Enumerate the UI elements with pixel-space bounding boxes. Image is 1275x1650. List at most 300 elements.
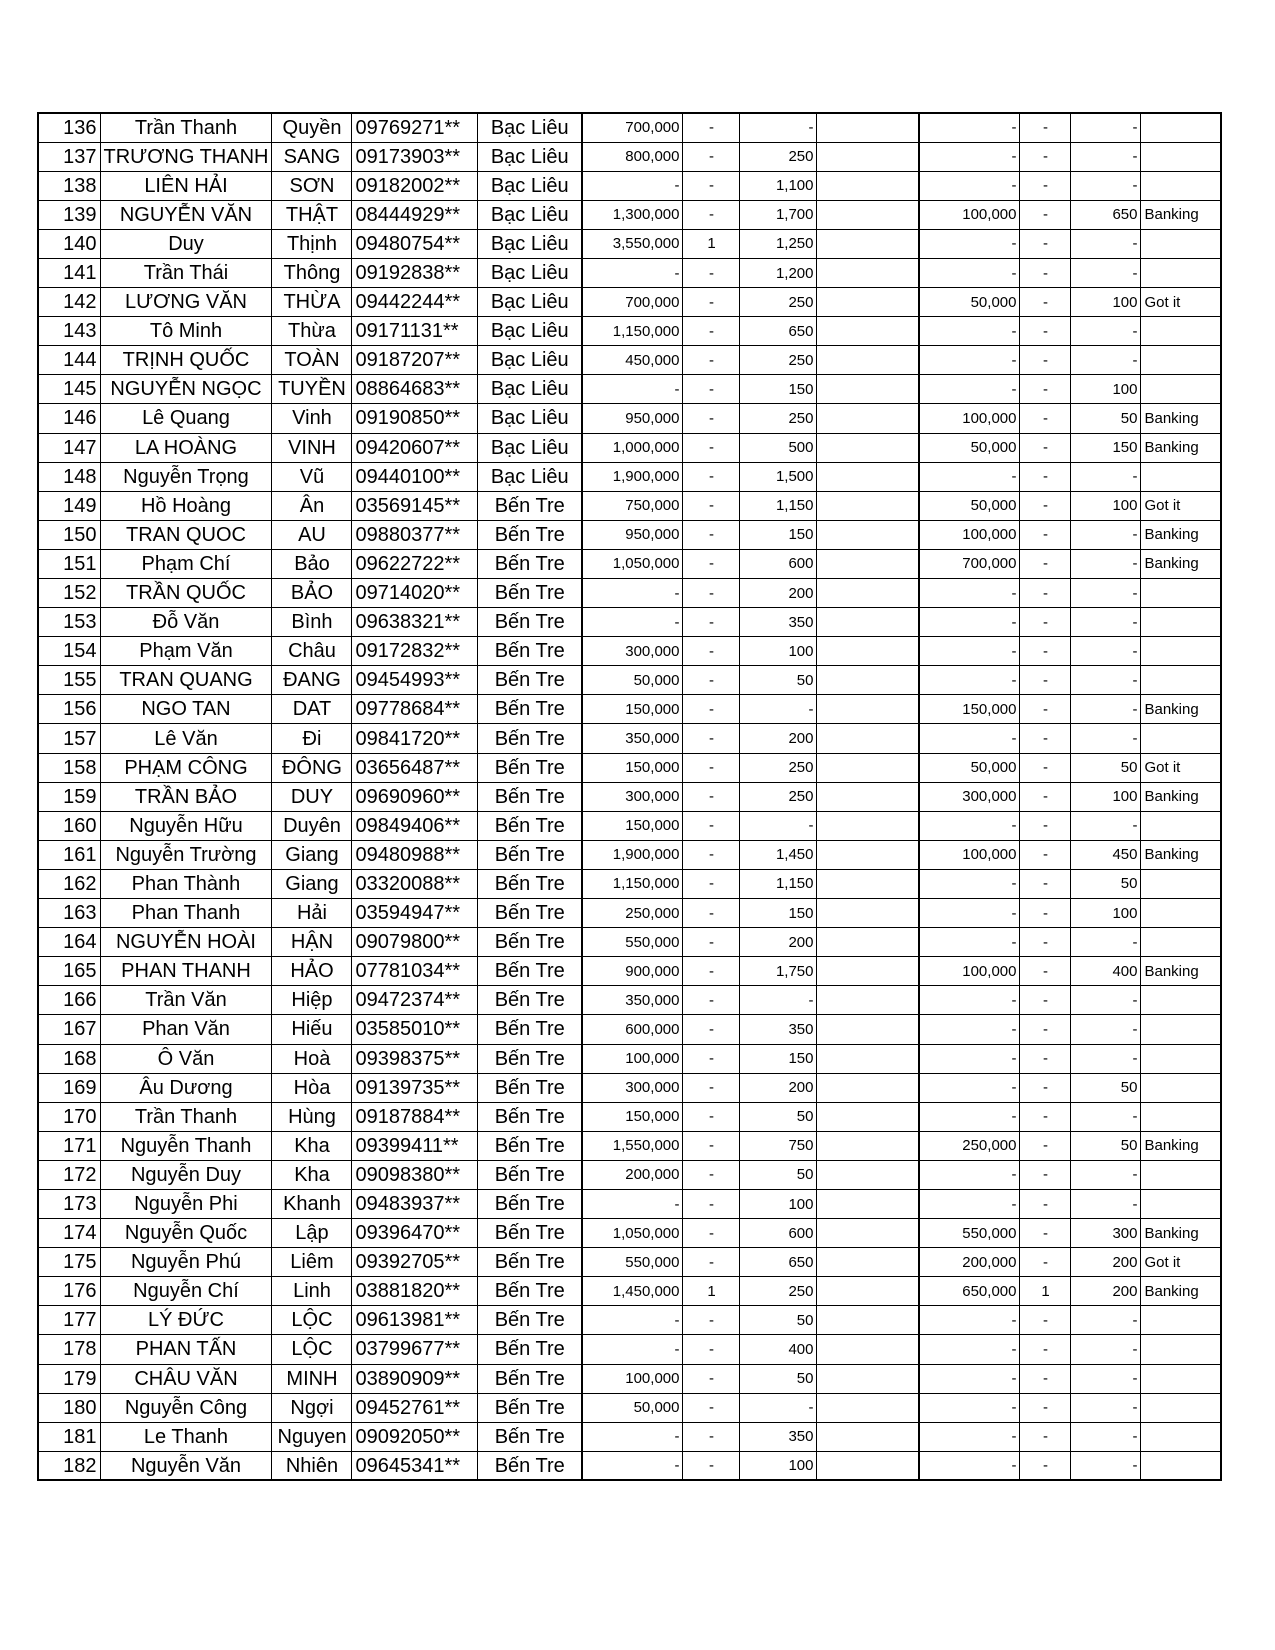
second-points-cell: - <box>1071 579 1141 608</box>
phone-cell: 08444929** <box>352 200 478 229</box>
amount-cell: - <box>582 608 683 637</box>
amount-cell: - <box>582 171 683 200</box>
province-cell: Bến Tre <box>478 1451 582 1480</box>
row-number-cell: 167 <box>38 1015 100 1044</box>
table-row <box>38 1277 1221 1306</box>
points-cell: 100 <box>740 637 817 666</box>
second-points-cell: - <box>1071 1015 1141 1044</box>
phone-cell: 09452761** <box>352 1393 478 1422</box>
blank-cell <box>817 899 919 928</box>
row-number-cell: 173 <box>38 1189 100 1218</box>
second-points-cell: 100 <box>1071 491 1141 520</box>
payment-method-cell <box>1141 1335 1221 1364</box>
second-count-cell: - <box>1020 113 1071 142</box>
second-points-cell: - <box>1071 1451 1141 1480</box>
province-cell: Bến Tre <box>478 1015 582 1044</box>
province-cell: Bạc Liêu <box>478 142 582 171</box>
table-row <box>38 1248 1221 1277</box>
blank-cell <box>817 549 919 578</box>
row-number-cell: 175 <box>38 1248 100 1277</box>
count-cell: - <box>683 608 740 637</box>
count-cell: - <box>683 375 740 404</box>
count-cell: - <box>683 724 740 753</box>
given-name-cell: Hiệp <box>272 986 352 1015</box>
given-name-cell: MINH <box>272 1364 352 1393</box>
second-count-cell: - <box>1020 928 1071 957</box>
surname-cell: TRẦN QUỐC <box>100 579 272 608</box>
points-cell: 50 <box>740 1102 817 1131</box>
given-name-cell: Hùng <box>272 1102 352 1131</box>
blank-cell <box>817 637 919 666</box>
count-cell: - <box>683 840 740 869</box>
surname-cell: NGUYỄN HOÀI <box>100 928 272 957</box>
given-name-cell: ĐÔNG <box>272 753 352 782</box>
surname-cell: Đỗ Văn <box>100 608 272 637</box>
count-cell: - <box>683 928 740 957</box>
points-cell: 650 <box>740 317 817 346</box>
given-name-cell: DAT <box>272 695 352 724</box>
row-number-cell: 160 <box>38 811 100 840</box>
blank-cell <box>817 491 919 520</box>
amount-cell: 150,000 <box>582 753 683 782</box>
surname-cell: TRỊNH QUỐC <box>100 346 272 375</box>
count-cell: - <box>683 317 740 346</box>
phone-cell: 09182002** <box>352 171 478 200</box>
count-cell: - <box>683 695 740 724</box>
amount-cell: - <box>582 375 683 404</box>
table-row <box>38 695 1221 724</box>
second-count-cell: - <box>1020 1160 1071 1189</box>
given-name-cell: LỘC <box>272 1335 352 1364</box>
given-name-cell: Giang <box>272 840 352 869</box>
row-number-cell: 148 <box>38 462 100 491</box>
count-cell: - <box>683 1160 740 1189</box>
given-name-cell: HẢO <box>272 957 352 986</box>
table-body <box>38 113 1221 1480</box>
payment-method-cell: Banking <box>1141 200 1221 229</box>
blank-cell <box>817 840 919 869</box>
blank-cell <box>817 579 919 608</box>
blank-cell <box>817 229 919 258</box>
row-number-cell: 136 <box>38 113 100 142</box>
payment-method-cell: Banking <box>1141 1131 1221 1160</box>
amount-cell: 350,000 <box>582 724 683 753</box>
table-row <box>38 200 1221 229</box>
surname-cell: Nguyễn Văn <box>100 1451 272 1480</box>
second-count-cell: - <box>1020 375 1071 404</box>
second-count-cell: - <box>1020 1131 1071 1160</box>
surname-cell: TRAN QUOC <box>100 520 272 549</box>
phone-cell: 03881820** <box>352 1277 478 1306</box>
given-name-cell: THỪA <box>272 288 352 317</box>
second-count-cell: - <box>1020 637 1071 666</box>
payment-method-cell <box>1141 229 1221 258</box>
points-cell: 250 <box>740 346 817 375</box>
points-cell: 100 <box>740 1451 817 1480</box>
count-cell: - <box>683 1364 740 1393</box>
points-cell: 250 <box>740 782 817 811</box>
payment-method-cell: Got it <box>1141 288 1221 317</box>
blank-cell <box>817 753 919 782</box>
phone-cell: 09173903** <box>352 142 478 171</box>
points-cell: - <box>740 1393 817 1422</box>
second-count-cell: - <box>1020 899 1071 928</box>
phone-cell: 09187884** <box>352 1102 478 1131</box>
second-points-cell: - <box>1071 1364 1141 1393</box>
points-cell: 1,500 <box>740 462 817 491</box>
surname-cell: Nguyễn Hữu <box>100 811 272 840</box>
payment-method-cell <box>1141 637 1221 666</box>
table-row <box>38 258 1221 287</box>
payment-method-cell <box>1141 1044 1221 1073</box>
given-name-cell: VINH <box>272 433 352 462</box>
second-amount-cell: - <box>919 666 1020 695</box>
phone-cell: 03320088** <box>352 869 478 898</box>
province-cell: Bến Tre <box>478 549 582 578</box>
surname-cell: Nguyễn Quốc <box>100 1219 272 1248</box>
surname-cell: TRƯƠNG THANH <box>100 142 272 171</box>
amount-cell: 300,000 <box>582 1073 683 1102</box>
given-name-cell: Nguyen <box>272 1422 352 1451</box>
second-amount-cell: 50,000 <box>919 753 1020 782</box>
count-cell: - <box>683 986 740 1015</box>
second-amount-cell: - <box>919 899 1020 928</box>
amount-cell: - <box>582 579 683 608</box>
province-cell: Bến Tre <box>478 724 582 753</box>
second-points-cell: 50 <box>1071 869 1141 898</box>
second-count-cell: - <box>1020 171 1071 200</box>
row-number-cell: 142 <box>38 288 100 317</box>
given-name-cell: Linh <box>272 1277 352 1306</box>
second-points-cell: - <box>1071 724 1141 753</box>
given-name-cell: Liêm <box>272 1248 352 1277</box>
points-cell: 200 <box>740 928 817 957</box>
given-name-cell: Kha <box>272 1131 352 1160</box>
blank-cell <box>817 433 919 462</box>
second-points-cell: 400 <box>1071 957 1141 986</box>
second-points-cell: - <box>1071 666 1141 695</box>
points-cell: 1,250 <box>740 229 817 258</box>
payment-method-cell <box>1141 899 1221 928</box>
table-row <box>38 317 1221 346</box>
payment-method-cell <box>1141 608 1221 637</box>
amount-cell: 100,000 <box>582 1044 683 1073</box>
points-cell: 50 <box>740 666 817 695</box>
second-points-cell: 50 <box>1071 1073 1141 1102</box>
count-cell: 1 <box>683 1277 740 1306</box>
row-number-cell: 138 <box>38 171 100 200</box>
amount-cell: 150,000 <box>582 811 683 840</box>
row-number-cell: 154 <box>38 637 100 666</box>
amount-cell: 1,550,000 <box>582 1131 683 1160</box>
blank-cell <box>817 1451 919 1480</box>
second-count-cell: - <box>1020 462 1071 491</box>
second-points-cell: 50 <box>1071 1131 1141 1160</box>
surname-cell: PHẠM CÔNG <box>100 753 272 782</box>
blank-cell <box>817 113 919 142</box>
surname-cell: Lê Quang <box>100 404 272 433</box>
points-cell: 250 <box>740 142 817 171</box>
given-name-cell: Châu <box>272 637 352 666</box>
table-row <box>38 579 1221 608</box>
phone-cell: 09079800** <box>352 928 478 957</box>
province-cell: Bạc Liêu <box>478 200 582 229</box>
blank-cell <box>817 1422 919 1451</box>
amount-cell: 1,900,000 <box>582 840 683 869</box>
points-cell: 1,700 <box>740 200 817 229</box>
row-number-cell: 159 <box>38 782 100 811</box>
table-row <box>38 957 1221 986</box>
second-amount-cell: - <box>919 637 1020 666</box>
amount-cell: 1,050,000 <box>582 1219 683 1248</box>
payment-method-cell <box>1141 171 1221 200</box>
second-count-cell: - <box>1020 1451 1071 1480</box>
province-cell: Bến Tre <box>478 1131 582 1160</box>
amount-cell: 150,000 <box>582 1102 683 1131</box>
second-amount-cell: - <box>919 1451 1020 1480</box>
second-amount-cell: 100,000 <box>919 840 1020 869</box>
amount-cell: 1,300,000 <box>582 200 683 229</box>
count-cell: - <box>683 200 740 229</box>
surname-cell: LƯƠNG VĂN <box>100 288 272 317</box>
second-count-cell: - <box>1020 1248 1071 1277</box>
table-row <box>38 404 1221 433</box>
second-count-cell: - <box>1020 753 1071 782</box>
amount-cell: 1,000,000 <box>582 433 683 462</box>
surname-cell: Nguyễn Phi <box>100 1189 272 1218</box>
given-name-cell: Vũ <box>272 462 352 491</box>
blank-cell <box>817 986 919 1015</box>
second-amount-cell: - <box>919 579 1020 608</box>
amount-cell: 550,000 <box>582 1248 683 1277</box>
count-cell: - <box>683 1393 740 1422</box>
given-name-cell: TOÀN <box>272 346 352 375</box>
given-name-cell: Kha <box>272 1160 352 1189</box>
amount-cell: - <box>582 1335 683 1364</box>
second-count-cell: - <box>1020 724 1071 753</box>
amount-cell: 350,000 <box>582 986 683 1015</box>
points-cell: 1,200 <box>740 258 817 287</box>
second-count-cell: - <box>1020 520 1071 549</box>
given-name-cell: Đi <box>272 724 352 753</box>
second-amount-cell: - <box>919 608 1020 637</box>
amount-cell: 100,000 <box>582 1364 683 1393</box>
province-cell: Bến Tre <box>478 1335 582 1364</box>
amount-cell: 1,150,000 <box>582 317 683 346</box>
second-points-cell: - <box>1071 608 1141 637</box>
phone-cell: 03585010** <box>352 1015 478 1044</box>
phone-cell: 09769271** <box>352 113 478 142</box>
table-row <box>38 1044 1221 1073</box>
points-cell: 200 <box>740 579 817 608</box>
second-amount-cell: 300,000 <box>919 782 1020 811</box>
phone-cell: 08864683** <box>352 375 478 404</box>
surname-cell: Trần Thái <box>100 258 272 287</box>
surname-cell: NGUYỄN VĂN <box>100 200 272 229</box>
second-points-cell: 50 <box>1071 404 1141 433</box>
points-cell: 1,750 <box>740 957 817 986</box>
points-cell: 400 <box>740 1335 817 1364</box>
points-cell: 1,100 <box>740 171 817 200</box>
second-amount-cell: - <box>919 1102 1020 1131</box>
count-cell: - <box>683 462 740 491</box>
points-cell: 150 <box>740 375 817 404</box>
given-name-cell: Bình <box>272 608 352 637</box>
blank-cell <box>817 317 919 346</box>
payment-method-cell <box>1141 986 1221 1015</box>
count-cell: - <box>683 1131 740 1160</box>
province-cell: Bến Tre <box>478 579 582 608</box>
second-points-cell: 100 <box>1071 288 1141 317</box>
given-name-cell: LỘC <box>272 1306 352 1335</box>
phone-cell: 09645341** <box>352 1451 478 1480</box>
second-count-cell: - <box>1020 1335 1071 1364</box>
given-name-cell: BẢO <box>272 579 352 608</box>
province-cell: Bến Tre <box>478 1306 582 1335</box>
count-cell: - <box>683 1219 740 1248</box>
given-name-cell: THẬT <box>272 200 352 229</box>
points-cell: 1,150 <box>740 869 817 898</box>
table-row <box>38 753 1221 782</box>
table-row <box>38 549 1221 578</box>
row-number-cell: 172 <box>38 1160 100 1189</box>
blank-cell <box>817 1393 919 1422</box>
second-points-cell: - <box>1071 1189 1141 1218</box>
blank-cell <box>817 1131 919 1160</box>
count-cell: - <box>683 520 740 549</box>
phone-cell: 09190850** <box>352 404 478 433</box>
given-name-cell: Khanh <box>272 1189 352 1218</box>
points-cell: 250 <box>740 1277 817 1306</box>
amount-cell: 1,900,000 <box>582 462 683 491</box>
given-name-cell: SANG <box>272 142 352 171</box>
province-cell: Bến Tre <box>478 1248 582 1277</box>
payment-method-cell <box>1141 1422 1221 1451</box>
phone-cell: 09440100** <box>352 462 478 491</box>
given-name-cell: Hòa <box>272 1073 352 1102</box>
second-amount-cell: - <box>919 1073 1020 1102</box>
points-cell: 200 <box>740 724 817 753</box>
second-points-cell: - <box>1071 1102 1141 1131</box>
row-number-cell: 144 <box>38 346 100 375</box>
table-row <box>38 1160 1221 1189</box>
row-number-cell: 149 <box>38 491 100 520</box>
second-amount-cell: 50,000 <box>919 288 1020 317</box>
table-row <box>38 171 1221 200</box>
second-points-cell: 200 <box>1071 1248 1141 1277</box>
points-cell: 100 <box>740 1189 817 1218</box>
count-cell: - <box>683 1015 740 1044</box>
table-row <box>38 462 1221 491</box>
province-cell: Bạc Liêu <box>478 317 582 346</box>
count-cell: - <box>683 957 740 986</box>
payment-method-cell <box>1141 1451 1221 1480</box>
second-points-cell: - <box>1071 928 1141 957</box>
second-amount-cell: 700,000 <box>919 549 1020 578</box>
blank-cell <box>817 462 919 491</box>
second-points-cell: 150 <box>1071 433 1141 462</box>
table-row <box>38 1131 1221 1160</box>
second-count-cell: - <box>1020 957 1071 986</box>
phone-cell: 09880377** <box>352 520 478 549</box>
second-count-cell: - <box>1020 1306 1071 1335</box>
count-cell: - <box>683 491 740 520</box>
row-number-cell: 162 <box>38 869 100 898</box>
phone-cell: 07781034** <box>352 957 478 986</box>
count-cell: - <box>683 549 740 578</box>
row-number-cell: 153 <box>38 608 100 637</box>
payment-method-cell <box>1141 375 1221 404</box>
points-cell: 600 <box>740 549 817 578</box>
points-cell: - <box>740 113 817 142</box>
phone-cell: 09613981** <box>352 1306 478 1335</box>
second-points-cell: - <box>1071 1422 1141 1451</box>
province-cell: Bến Tre <box>478 1277 582 1306</box>
second-amount-cell: - <box>919 986 1020 1015</box>
second-points-cell: - <box>1071 637 1141 666</box>
second-amount-cell: - <box>919 317 1020 346</box>
given-name-cell: Ngợi <box>272 1393 352 1422</box>
province-cell: Bạc Liêu <box>478 171 582 200</box>
row-number-cell: 137 <box>38 142 100 171</box>
amount-cell: 1,450,000 <box>582 1277 683 1306</box>
province-cell: Bến Tre <box>478 695 582 724</box>
payment-method-cell <box>1141 1364 1221 1393</box>
blank-cell <box>817 171 919 200</box>
amount-cell: 1,050,000 <box>582 549 683 578</box>
second-amount-cell: - <box>919 258 1020 287</box>
payment-method-cell: Banking <box>1141 520 1221 549</box>
phone-cell: 09420607** <box>352 433 478 462</box>
given-name-cell: Thông <box>272 258 352 287</box>
payment-method-cell: Banking <box>1141 840 1221 869</box>
second-count-cell: - <box>1020 346 1071 375</box>
payment-method-cell: Banking <box>1141 1219 1221 1248</box>
points-cell: - <box>740 986 817 1015</box>
second-points-cell: - <box>1071 1160 1141 1189</box>
second-points-cell: - <box>1071 549 1141 578</box>
given-name-cell: Nhiên <box>272 1451 352 1480</box>
surname-cell: Phạm Văn <box>100 637 272 666</box>
surname-cell: PHAN TẤN <box>100 1335 272 1364</box>
second-count-cell: - <box>1020 1015 1071 1044</box>
second-amount-cell: - <box>919 928 1020 957</box>
given-name-cell: ĐANG <box>272 666 352 695</box>
province-cell: Bạc Liêu <box>478 433 582 462</box>
points-cell: 650 <box>740 1248 817 1277</box>
row-number-cell: 158 <box>38 753 100 782</box>
phone-cell: 09480988** <box>352 840 478 869</box>
second-count-cell: - <box>1020 1044 1071 1073</box>
points-cell: 200 <box>740 1073 817 1102</box>
payment-method-cell <box>1141 1306 1221 1335</box>
second-amount-cell: - <box>919 1422 1020 1451</box>
row-number-cell: 169 <box>38 1073 100 1102</box>
second-count-cell: - <box>1020 608 1071 637</box>
table-row <box>38 1364 1221 1393</box>
given-name-cell: Hiếu <box>272 1015 352 1044</box>
table-row <box>38 1219 1221 1248</box>
province-cell: Bạc Liêu <box>478 462 582 491</box>
second-points-cell: - <box>1071 142 1141 171</box>
surname-cell: Le Thanh <box>100 1422 272 1451</box>
second-count-cell: - <box>1020 1073 1071 1102</box>
blank-cell <box>817 1248 919 1277</box>
row-number-cell: 178 <box>38 1335 100 1364</box>
second-points-cell: - <box>1071 695 1141 724</box>
blank-cell <box>817 869 919 898</box>
phone-cell: 09483937** <box>352 1189 478 1218</box>
